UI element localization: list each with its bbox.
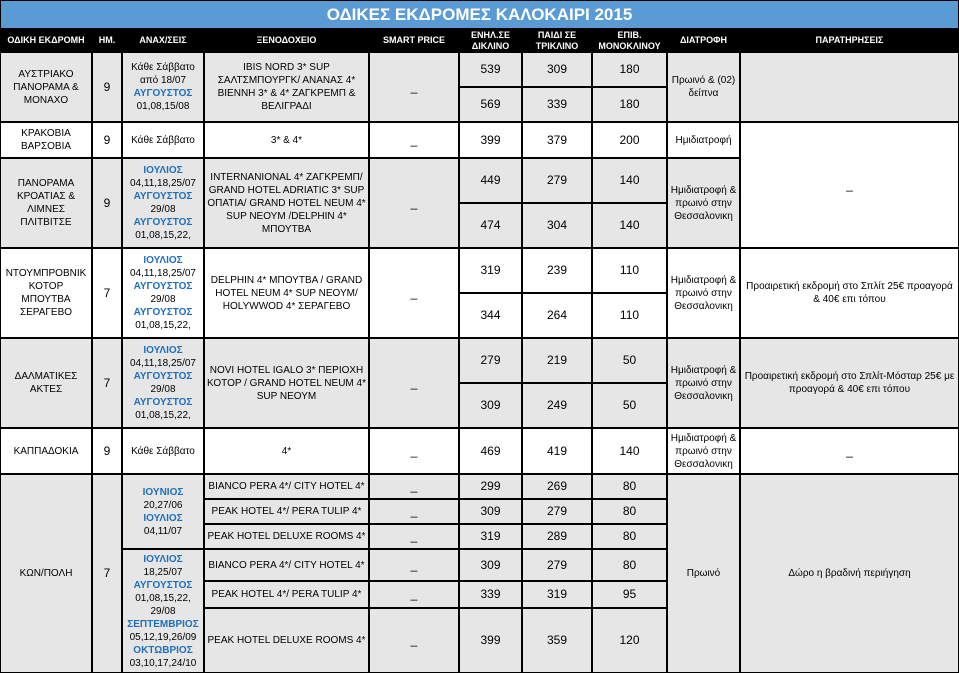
notes-austria xyxy=(740,52,959,122)
smart-price-krakow: _ xyxy=(369,122,459,158)
board-istanbul: Πρωινό xyxy=(667,474,740,673)
notes-dubrovnik: Προαιρετική εκδρομή στο Σπλίτ 25€ προαγορά & 40€ επι τόπου xyxy=(740,248,959,338)
departures-dubrovnik xyxy=(122,248,204,338)
departure-dates: 29/08 xyxy=(150,294,176,305)
hotel-krakow: 3* & 4* xyxy=(204,122,369,158)
child-price: 339 xyxy=(522,87,592,122)
board-dubrovnik: Ημιδιατροφή & πρωινό στην Θεσσαλονικη xyxy=(667,248,740,338)
hotel-dalmatian: NOVI HOTEL IGALO 3* ΠΕΡΙΟΧΗ ΚΟΤΟΡ / GRAND HOTEL NEUM 4* SUP ΝΕΟΥΜ xyxy=(204,338,369,428)
board-austria: Πρωινό & (02) δείπνα xyxy=(667,52,740,122)
adult-price: 339 xyxy=(459,581,522,608)
header-departures: ΑΝΑΧ/ΣΕΙΣ xyxy=(122,29,204,52)
adult-price: 309 xyxy=(459,383,522,428)
adult-price: 299 xyxy=(459,474,522,499)
departures-istanbul-b xyxy=(122,549,204,673)
adult-price: 474 xyxy=(459,203,522,248)
notes-krakow-croatia: _ xyxy=(740,122,959,248)
departure-month: ΣΕΠΤΕΜΒΡΙΟΣ xyxy=(127,618,199,630)
route-cappadocia: ΚΑΠΠΑΔΟΚΙΑ xyxy=(0,428,92,474)
adult-price: 399 xyxy=(459,122,522,158)
notes-dalmatian: Προαιρετική εκδρομή στο Σπλίτ-Μόσταρ 25€ με προαγορά & 40€ επι τόπου xyxy=(740,338,959,428)
smart-price-dalmatian: _ xyxy=(369,338,459,428)
hotel-option: BIANCO PERA 4*/ CITY HOTEL 4* xyxy=(204,549,369,581)
departures-dalmatian xyxy=(122,338,204,428)
days-dubrovnik: 7 xyxy=(92,248,122,338)
header-board: ΔΙΑΤΡΟΦΗ xyxy=(667,29,740,52)
adult-price: 469 xyxy=(459,428,522,474)
days-austria: 9 xyxy=(92,52,122,122)
days-croatia: 9 xyxy=(92,158,122,248)
route-dubrovnik: ΝΤΟΥΜΠΡΟΒΝΙΚ ΚΟΤΟΡ ΜΠΟΥΤΒΑ ΣΕΡΑΓΕΒΟ xyxy=(0,248,92,338)
child-price: 269 xyxy=(522,474,592,499)
departure-dates: 01,08,15,22, xyxy=(135,320,191,331)
smart-price-cappadocia: _ xyxy=(369,428,459,474)
hotel-option: BIANCO PERA 4*/ CITY HOTEL 4* xyxy=(204,474,369,499)
hotel-option: PEAK HOTEL 4*/ PERA TULIP 4* xyxy=(204,499,369,524)
departure-month: ΙΟΥΝΙΟΣ xyxy=(142,486,184,498)
smart-price: _ xyxy=(369,474,459,499)
departure-dates: 05,12,19,26/09 xyxy=(129,631,197,643)
route-dalmatian: ΔΑΛΜΑΤΙΚΕΣ ΑΚΤΕΣ xyxy=(0,338,92,428)
child-price: 279 xyxy=(522,499,592,524)
departures-croatia xyxy=(122,158,204,248)
single-supplement: 95 xyxy=(592,581,667,608)
smart-price: _ xyxy=(369,549,459,581)
departure-month: ΑΥΓΟΥΣΤΟΣ xyxy=(133,217,193,228)
departure-dates: 04,11/07 xyxy=(143,525,183,537)
adult-price: 309 xyxy=(459,549,522,581)
board-croatia: Ημιδιατροφή & πρωινό στην Θεσσαλονικη xyxy=(667,158,740,248)
single-supplement: 110 xyxy=(592,293,667,338)
smart-price: _ xyxy=(369,608,459,673)
single-supplement: 80 xyxy=(592,499,667,524)
departure-dates: 04,11,18,25/07 xyxy=(130,358,196,369)
departure-month: ΑΥΓΟΥΣΤΟΣ xyxy=(133,191,193,202)
smart-price: _ xyxy=(369,524,459,549)
adult-price: 569 xyxy=(459,87,522,122)
departure-month: ΙΟΥΛΙΟΣ xyxy=(143,165,183,176)
child-price: 219 xyxy=(522,338,592,383)
notes-cappadocia: _ xyxy=(740,428,959,474)
departure-month: ΑΥΓΟΥΣΤΟΣ xyxy=(133,397,193,408)
single-supplement: 180 xyxy=(592,87,667,122)
single-supplement: 80 xyxy=(592,474,667,499)
child-price: 379 xyxy=(522,122,592,158)
departures-krakow: Κάθε Σάββατο xyxy=(122,122,204,158)
departure-dates: 29/08 xyxy=(150,384,176,395)
adult-price: 399 xyxy=(459,608,522,673)
departure-text: Κάθε Σάββατο από 18/07 xyxy=(131,62,195,86)
departure-dates: 04,11,18,25/07 xyxy=(130,268,196,279)
departure-month: ΑΥΓΟΥΣΤΟΣ xyxy=(133,281,193,292)
route-istanbul: ΚΩΝ/ΠΟΛΗ xyxy=(0,474,92,673)
smart-price-dubrovnik: _ xyxy=(369,248,459,338)
days-krakow: 9 xyxy=(92,122,122,158)
header-adult-double: ΕΝΗΛ.ΣΕ ΔΙΚΛΙΝΟ xyxy=(459,29,522,52)
single-supplement: 80 xyxy=(592,524,667,549)
adult-price: 449 xyxy=(459,158,522,203)
departures-austria xyxy=(122,52,204,122)
route-krakow: ΚΡΑΚΟΒΙΑ ΒΑΡΣΟΒΙΑ xyxy=(0,122,92,158)
smart-price-croatia: _ xyxy=(369,158,459,248)
single-supplement: 110 xyxy=(592,248,667,293)
departure-dates: 01,08,15/08 xyxy=(136,101,190,112)
hotel-option: PEAK HOTEL 4*/ PERA TULIP 4* xyxy=(204,581,369,608)
child-price: 419 xyxy=(522,428,592,474)
departure-month: ΙΟΥΛΙΟΣ xyxy=(143,553,183,565)
single-supplement: 120 xyxy=(592,608,667,673)
departure-month: ΙΟΥΛΙΟΣ xyxy=(143,345,183,356)
child-price: 279 xyxy=(522,549,592,581)
board-dalmatian: Ημιδιατροφή & πρωινό στην Θεσσαλονικη xyxy=(667,338,740,428)
single-supplement: 50 xyxy=(592,338,667,383)
route-croatia: ΠΑΝΟΡΑΜΑ ΚΡΟΑΤΙΑΣ & ΛΙΜΝΕΣ ΠΛΙΤΒΙΤΣΕ xyxy=(0,158,92,248)
page-title: ΟΔΙΚΕΣ ΕΚΔΡΟΜΕΣ ΚΑΛΟΚΑΙΡΙ 2015 xyxy=(0,0,959,29)
route-austria: ΑΥΣΤΡΙΑΚΟ ΠΑΝΟΡΑΜΑ & ΜΟΝΑΧΟ xyxy=(0,52,92,122)
departure-month: ΑΥΓΟΥΣΤΟΣ xyxy=(133,307,193,318)
smart-price: _ xyxy=(369,499,459,524)
departure-month: ΑΥΓΟΥΣΤΟΣ xyxy=(133,88,193,99)
departures-cappadocia: Κάθε Σάββατο xyxy=(122,428,204,474)
single-supplement: 140 xyxy=(592,158,667,203)
single-supplement: 200 xyxy=(592,122,667,158)
hotel-austria: IBIS NORD 3* SUP ΣΑΛΤΣΜΠΟΥΡΓΚ/ ΑΝΑΝΑΣ 4* ΒΙΕΝΝΗ 3* & 4* ΖΑΓΚΡΕΜΠ & ΒΕΛΙΓΡΑΔΙ xyxy=(204,52,369,122)
header-single-supplement: ΕΠΙΒ. ΜΟΝΟΚΛΙΝΟΥ xyxy=(592,29,667,52)
adult-price: 344 xyxy=(459,293,522,338)
single-supplement: 80 xyxy=(592,549,667,581)
adult-price: 319 xyxy=(459,248,522,293)
adult-price: 539 xyxy=(459,52,522,87)
adult-price: 309 xyxy=(459,499,522,524)
header-route: ΟΔΙΚΗ ΕΚΔΡΟΜΗ xyxy=(0,29,92,52)
departure-month: ΙΟΥΛΙΟΣ xyxy=(143,512,183,524)
child-price: 264 xyxy=(522,293,592,338)
header-days: ΗΜ. xyxy=(92,29,122,52)
smart-price: _ xyxy=(369,581,459,608)
days-istanbul: 7 xyxy=(92,474,122,673)
child-price: 239 xyxy=(522,248,592,293)
departure-dates: 01,08,15,22, xyxy=(135,592,191,604)
hotel-option: PEAK HOTEL DELUXE ROOMS 4* xyxy=(204,524,369,549)
header-notes: ΠΑΡΑΤΗΡΗΣΕΙΣ xyxy=(740,29,959,52)
smart-price-austria: _ xyxy=(369,52,459,122)
header-child-triple: ΠΑΙΔΙ ΣΕ ΤΡΙΚΛΙΝΟ xyxy=(522,29,592,52)
adult-price: 279 xyxy=(459,338,522,383)
child-price: 359 xyxy=(522,608,592,673)
child-price: 319 xyxy=(522,581,592,608)
board-krakow: Ημιδιατροφή xyxy=(667,122,740,158)
header-smart-price: SMART PRICE xyxy=(369,29,459,52)
hotel-cappadocia: 4* xyxy=(204,428,369,474)
child-price: 249 xyxy=(522,383,592,428)
departure-dates: 20,27/06 xyxy=(143,499,183,511)
child-price: 279 xyxy=(522,158,592,203)
hotel-dubrovnik: DELPHIN 4* ΜΠΟΥΤΒΑ / GRAND HOTEL NEUM 4* SUP ΝΕΟΥΜ/ HOLYWWOD 4* ΣΕΡΑΓΕΒΟ xyxy=(204,248,369,338)
departure-month: ΑΥΓΟΥΣΤΟΣ xyxy=(133,579,193,591)
adult-price: 319 xyxy=(459,524,522,549)
departure-dates: 29/08 xyxy=(150,605,176,617)
departure-month: ΙΟΥΛΙΟΣ xyxy=(143,255,183,266)
departure-dates: 01,08,15,22, xyxy=(135,230,191,241)
days-cappadocia: 9 xyxy=(92,428,122,474)
departure-month: ΑΥΓΟΥΣΤΟΣ xyxy=(133,371,193,382)
hotel-option: PEAK HOTEL DELUXE ROOMS 4* xyxy=(204,608,369,673)
departure-dates: 04,11,18,25/07 xyxy=(130,178,196,189)
departure-dates: 29/08 xyxy=(150,204,176,215)
departures-istanbul-a xyxy=(122,474,204,549)
notes-istanbul: Δώρο η βραδινή περιήγηση xyxy=(740,474,959,673)
single-supplement: 180 xyxy=(592,52,667,87)
departure-dates: 18,25/07 xyxy=(143,566,183,578)
child-price: 309 xyxy=(522,52,592,87)
header-hotel: ΞΕΝΟΔΟΧΕΙΟ xyxy=(204,29,369,52)
departure-month: ΟΚΤΩΒΡΙΟΣ xyxy=(133,644,193,656)
board-cappadocia: Ημιδιατροφή & πρωινό στην Θεσσαλονικη xyxy=(667,428,740,474)
departure-dates: 03,10,17,24/10 xyxy=(129,657,197,669)
child-price: 289 xyxy=(522,524,592,549)
days-dalmatian: 7 xyxy=(92,338,122,428)
departure-dates: 01,08,15,22, xyxy=(135,410,191,421)
single-supplement: 140 xyxy=(592,428,667,474)
single-supplement: 50 xyxy=(592,383,667,428)
hotel-croatia: INTERNANIONAL 4* ΖΑΓΚΡΕΜΠ/ GRAND HOTEL ADRIATIC 3* SUP ΟΠΑΤΙΑ/ GRAND HOTEL NEUM 4* SUP ΝΕΟΥΜ /DELPHIN 4* ΜΠΟΥΤΒΑ xyxy=(204,158,369,248)
single-supplement: 140 xyxy=(592,203,667,248)
child-price: 304 xyxy=(522,203,592,248)
